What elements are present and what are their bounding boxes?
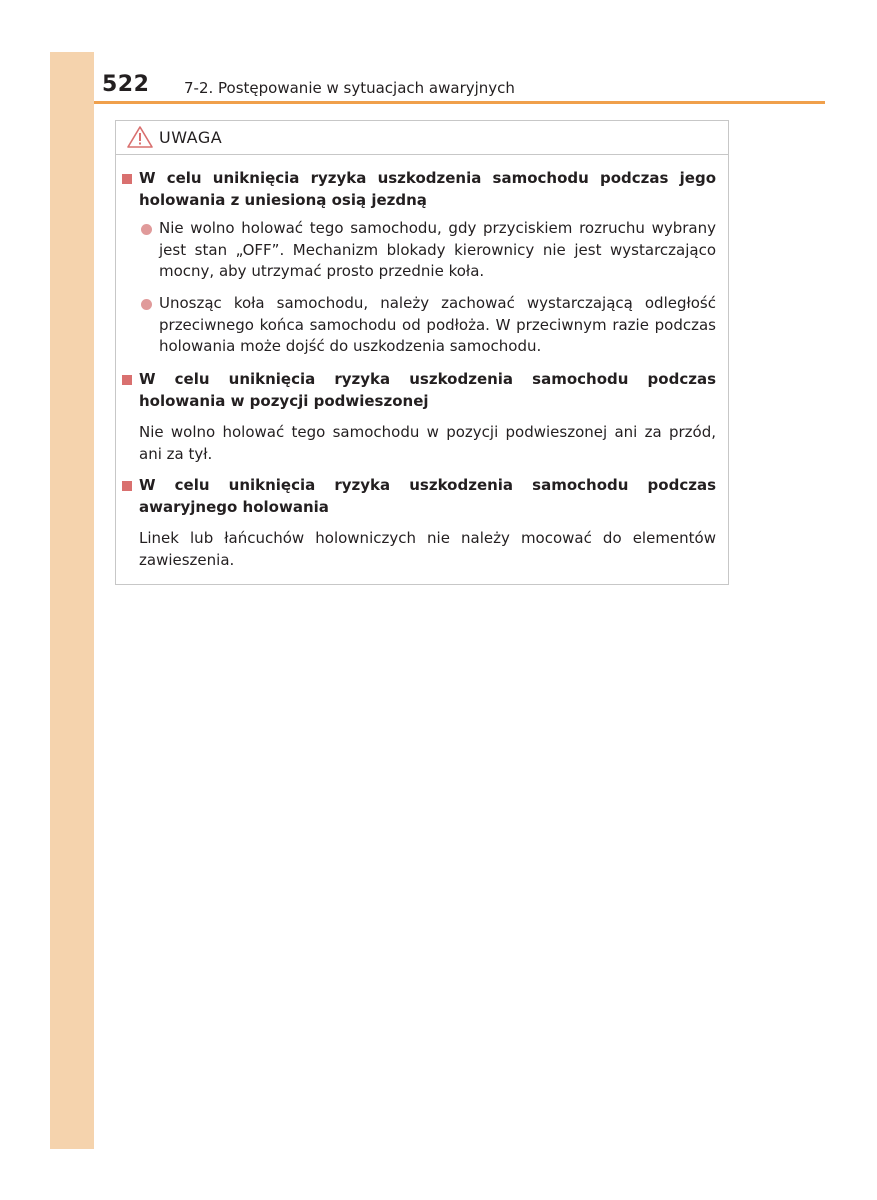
- section-title: 7-2. Postępowanie w sytuacjach awaryjnych: [184, 79, 515, 97]
- dot-bullet-icon: [141, 224, 152, 235]
- square-bullet-icon: [122, 174, 132, 184]
- section-heading: W celu uniknięcia ryzyka uszkodzenia samochodu podczas jego holowania z uniesioną osią jezdną: [139, 169, 716, 209]
- section-heading: W celu uniknięcia ryzyka uszkodzenia samochodu podczas holowania w pozycji podwieszonej: [139, 370, 716, 410]
- side-tab-strip: [50, 52, 94, 1149]
- warning-header: [116, 121, 728, 155]
- square-bullet-icon: [122, 375, 132, 385]
- section-text: Linek lub łańcuchów holowniczych nie należy mocować do elementów zawieszenia.: [139, 529, 716, 569]
- dot-bullet-icon: [141, 299, 152, 310]
- warning-box: [115, 120, 729, 585]
- page-number: 522: [102, 72, 150, 97]
- warning-triangle-icon: [126, 125, 154, 149]
- section-heading: W celu uniknięcia ryzyka uszkodzenia samochodu podczas awaryjnego holowania: [139, 476, 716, 516]
- list-item: Unosząc koła samochodu, należy zachować wystarczającą odległość przeciwnego końca samochodu od podłoża. W przeciwnym razie podczas holowania może dojść do uszkodzenia samochodu.: [159, 294, 716, 355]
- warning-label: UWAGA: [159, 128, 223, 147]
- square-bullet-icon: [122, 481, 132, 491]
- section-text: Nie wolno holować tego samochodu w pozycji podwieszonej ani za przód, ani za tył.: [139, 423, 716, 463]
- header-rule: [94, 101, 825, 104]
- list-item: Nie wolno holować tego samochodu, gdy przyciskiem rozruchu wybrany jest stan „OFF”. Mechanizm blokady kierownicy nie jest wystarczająco mocny, aby utrzymać prosto przednie koła.: [159, 219, 716, 280]
